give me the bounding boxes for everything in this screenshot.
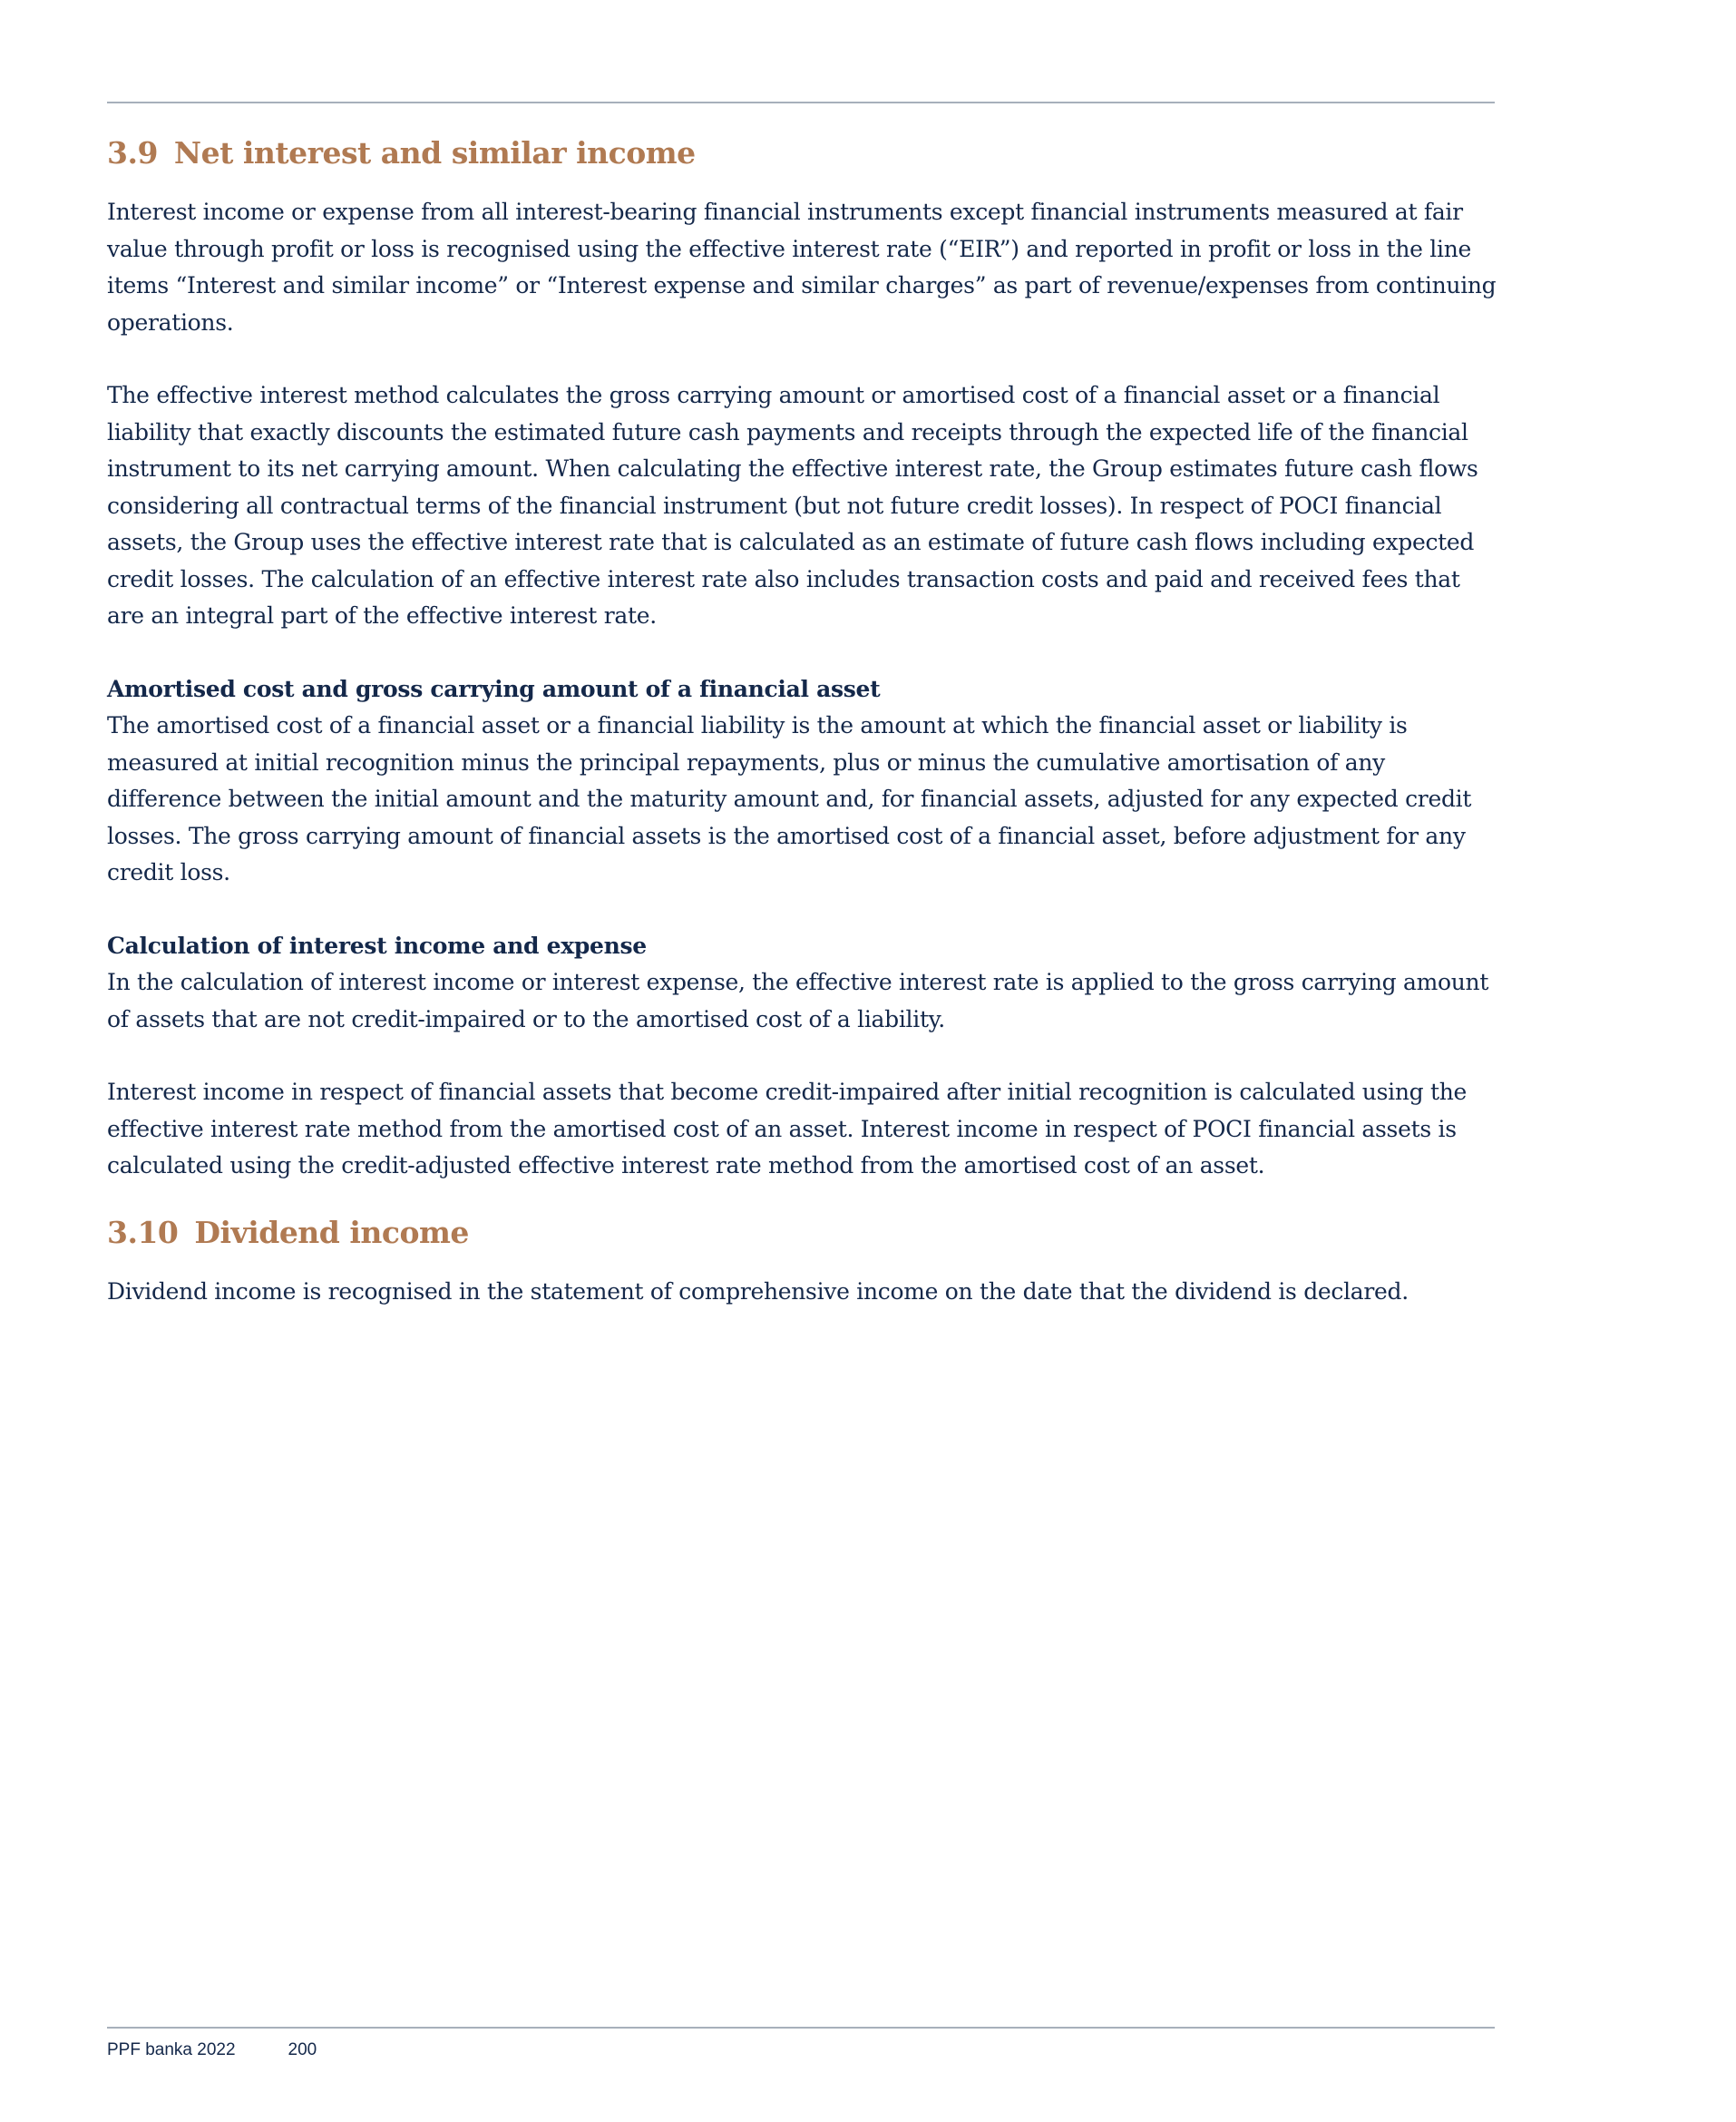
section-number: 3.9 (107, 135, 158, 171)
page-content (107, 127, 1504, 1310)
section-title: Net interest and similar income (173, 135, 696, 171)
section-number: 3.10 (107, 1214, 179, 1250)
paragraph-eir-intro: Interest income or expense from all interest-bearing financial instruments except financial instruments measured at fair value through profit or loss is recognised using the effective interest rate (“EIR”) and reported in profit or loss in the line items “Interest and similar income” or “Interest expense and similar charges” as part of revenue/expenses from continuing operations. (107, 199, 1497, 336)
bottom-divider (107, 2027, 1495, 2029)
paragraph-amortised-cost: The amortised cost of a financial asset or a financial liability is the amount at which the financial asset or liability is measured at initial recognition minus the principal repayments, plus or minus the cumulative amortisation of any difference between the initial amount and the maturity amount and, for financial assets, adjusted for any expected credit losses. The gross carrying amount of financial assets is the amortised cost of a financial asset, before adjustment for any credit loss. (107, 712, 1472, 885)
paragraph-effective-interest-method: The effective interest method calculates the gross carrying amount or amortised cost of a financial asset or a financial liability that exactly discounts the estimated future cash payments and receipts through the expected life of the financial instrument to its net carrying amount. When calculating the effective interest rate, the Group estimates future cash flows considering all contractual terms of the financial instrument (but not future credit losses). In respect of POCI financial assets, the Group uses the effective interest rate that is calculated as an estimate of future cash flows including expected credit losses. The calculation of an effective interest rate also includes transaction costs and paid and received fees that are an integral part of the effective interest rate. (107, 382, 1478, 629)
footer-page-number: 200 (288, 2040, 317, 2059)
top-divider (107, 102, 1495, 103)
paragraph-calculation: In the calculation of interest income or interest expense, the effective interest rate is applied to the gross carrying amount of assets that are not credit-impaired or to the amortised cost of a liability. (107, 969, 1489, 1032)
section-heading-3-9 (107, 127, 1504, 180)
subheading-amortised-cost: Amortised cost and gross carrying amount of a financial asset (107, 675, 881, 702)
footer-publication: PPF banka 2022 (107, 2040, 236, 2059)
paragraph-dividend-income: Dividend income is recognised in the statement of comprehensive income on the date that the dividend is declared. (107, 1277, 1409, 1305)
page-footer (107, 2037, 317, 2064)
section-heading-3-10 (107, 1207, 1504, 1259)
section-title: Dividend income (194, 1214, 469, 1250)
paragraph-credit-impaired: Interest income in respect of financial assets that become credit-impaired after initial recognition is calculated using the effective interest rate method from the amortised cost of an asset. Interest income in respect of POCI financial assets is calculated using the credit-adjusted effective interest rate method from the amortised cost of an asset. (107, 1079, 1468, 1178)
subheading-calculation: Calculation of interest income and expense (107, 932, 647, 959)
